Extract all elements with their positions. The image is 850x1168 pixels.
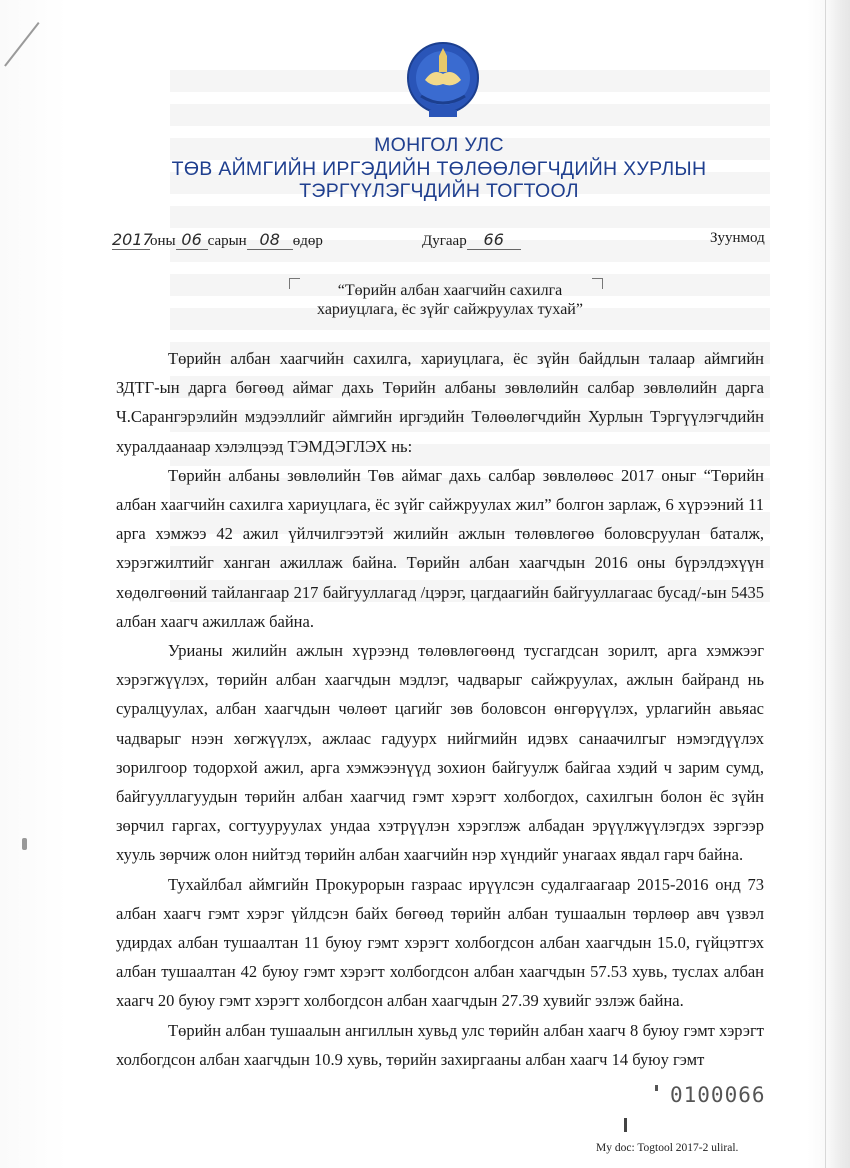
date-month: 06 <box>176 230 208 250</box>
heading-council: ТӨВ АЙМГИЙН ИРГЭДИЙН ТӨЛӨӨЛӨГЧДИЙН ХУРЛЫН <box>171 158 707 180</box>
footer-file-reference: My doc: Togtool 2017-2 uliral. <box>596 1142 739 1154</box>
heading-resolution: ТЭРГҮҮЛЭГЧДИЙН ТОГТООЛ <box>299 180 579 202</box>
paragraph: Урианы жилийн ажлын хүрээнд төлөвлөгөөнд тусгагдсан зорилт, арга хэмжээг хэрэгжүүлэх, төрийн албан хаагчдын мэдлэг, чадварыг сайжруулах, ажлын байранд нь суралцуулах, албан хаагчдын чөлөөт цагийг зөв боловсон өнгөрүүлэх, урлагийн авьяас чадварыг нээн хөгжүүлэх, ажлаас гадуурх нийгмийн идэвх санаачилгыг нэмэгдүүлэх зорилгоор тодорхой ажил, арга хэмжээнүүд зохион байгуулж байгаа хэдий ч зарим сумд, байгууллагуудын төрийн албан хаагчид гэмт хэрэгт холбогдох, сахилгын болон ёс зүйн зөрчил гаргах, согтууруулах ундаа хэтрүүлэн хэрэглэж албадан эрүүлжүүлэгдэх зэргээр хууль зөрчиж олон нийтэд төрийн албан хаагчийн нэр хүндийг унагаах явдал гарч байна. <box>116 641 764 865</box>
title-bracket-left <box>289 278 300 289</box>
paragraph: Төрийн албаны зөвлөлийн Төв аймаг дахь салбар зөвлөлөөс 2017 оныг “Төрийн албан хаагчийн сахилга хариуцлага, ёс зүйг сайжруулах жил” болгон зарлаж, 6 хүрээний 11 арга хэмжээ 42 ажил үйлчилгээтэй жилийн ажлын төлөвлөгөө боловсруулан баталж, хэрэгжилтийг ханган ажиллаж байна. Төрийн албан хаагчдын 2016 оны бүрэлдэхүүн хөдөлгөөний тайлангаар 217 байгууллагад /цэрэг, цагдаагийн байгууллагаас бусад/-ын 5435 албан хаагч ажиллаж байна. <box>116 465 764 631</box>
document-title-line2: хариуцлага, ёс зүйг сайжруулах тухай” <box>317 301 583 318</box>
heading-country: МОНГОЛ УЛС <box>374 134 504 156</box>
date-year-label: оны <box>150 233 176 249</box>
paragraph: Төрийн албан тушаалын ангиллын хувьд улс төрийн албан хаагч 8 буюу гэмт хэрэгт холбогдсон албан хаагчдын 10.9 хувь, төрийн захиргааны албан хаагч 14 буюу гэмт <box>116 1020 764 1069</box>
resolution-number <box>422 230 521 250</box>
paragraph: Төрийн албан хаагчийн сахилга, хариуцлага, ёс зүйн байдлын талаар аймгийн ЗДТГ-ын дарга бөгөөд аймаг дахь Төрийн албаны зөвлөлийн салбар зөвлөлийн дарга Ч.Сарангэрэлийн мэдээллийг аймгийн иргэдийн Төлөөлөгчдийн Хурлын Тэргүүлэгчдийн хуралдаанаар хэлэлцээд ТЭМДЭГЛЭХ нь: <box>116 349 764 456</box>
date-day-label: өдөр <box>292 233 323 249</box>
state-emblem-icon <box>403 38 483 120</box>
resolution-date <box>112 230 323 250</box>
number-value: 66 <box>467 230 521 250</box>
stamp-mark <box>655 1085 658 1091</box>
date-month-label: сарын <box>207 233 247 249</box>
pen-mark <box>4 22 39 67</box>
scan-smudge <box>22 838 27 850</box>
date-day: 08 <box>247 230 293 250</box>
resolution-place: Зуунмод <box>710 230 765 246</box>
document-body <box>116 344 764 1074</box>
date-year: 2017 <box>112 230 153 249</box>
number-label: Дугаар <box>422 233 467 249</box>
serial-stamp-number: 0100066 <box>670 1083 766 1107</box>
document-title-line1: “Төрийн албан хаагчийн сахилга <box>337 282 563 299</box>
pin-mark <box>624 1118 627 1132</box>
paragraph: Тухайлбал аймгийн Прокурорын газраас ирүүлсэн судалгаагаар 2015-2016 онд 73 албан хаагч гэмт хэрэг үйлдсэн байх бөгөөд төрийн албан тушаалын төрлөөр авч үзвэл удирдах албан тушаалтан 11 буюу гэмт хэрэгт холбогдсон албан хаагчдын 15.0, гүйцэтгэх албан тушаалтан 42 буюу гэмт хэрэгт холбогдсон албан хаагчдын 57.53 хувь, туслах албан хаагч 20 буюу гэмт хэрэгт холбогдсон албан хаагчдын 27.39 хувийг эзлэж байна. <box>116 874 764 1011</box>
